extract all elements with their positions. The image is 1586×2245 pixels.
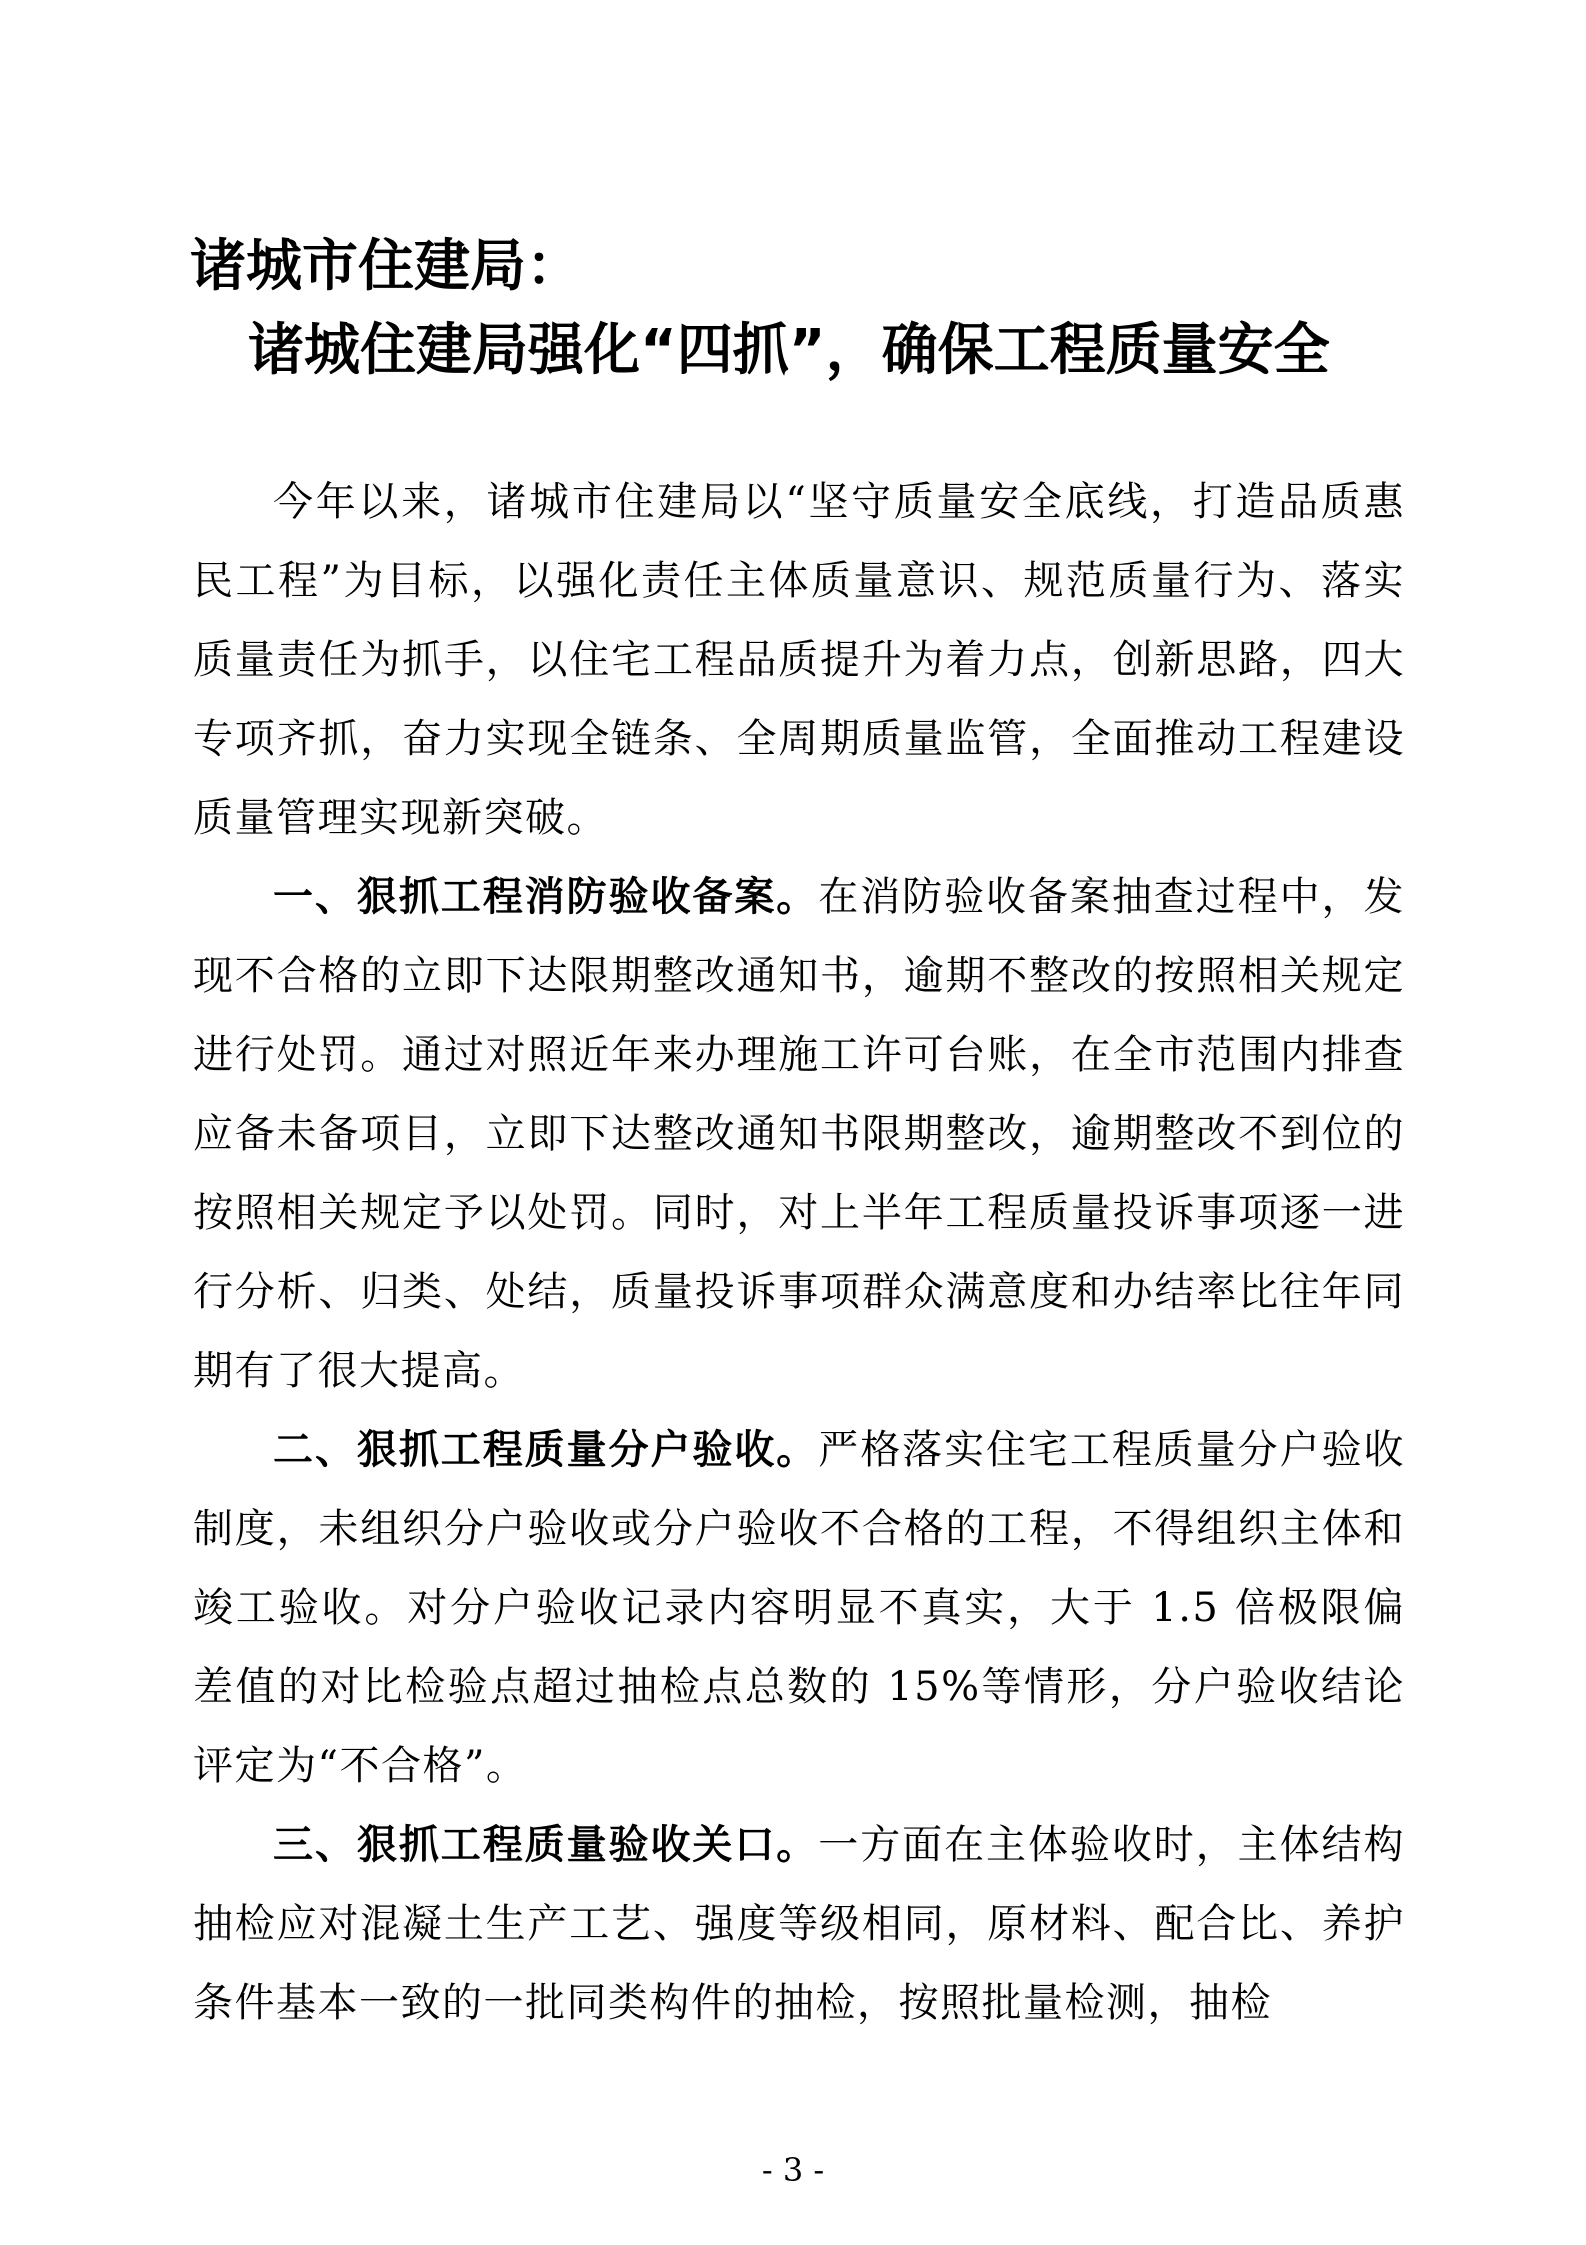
page-number: - 3 - [761,2151,825,2189]
section-paragraph-1 [193,858,1405,1411]
title-org: 诸城市住建局： [190,234,582,299]
section-text-3: 一方面在主体验收时，主体结构抽检应对混凝土生产工艺、强度等级相同，原材料、配合比、养护条件基本一致的一批同类构件的抽检，按照批量检测，抽检 [193,1822,1405,2026]
section-text-2: 严格落实住宅工程质量分户验收制度，未组织分户验收或分户验收不合格的工程，不得组织主体和竣工验收。对分户验收记录内容明显不真实，大于 1.5 倍极限偏差值的对比检验点超过抽检点总数的 15%等情形，分户验收结论评定为“不合格”。 [193,1427,1405,1789]
title-headline: 诸城住建局强化“四抓”，确保工程质量安全 [248,318,1330,383]
document-title [190,225,1420,393]
intro-paragraph: 今年以来，诸城市住建局以“坚守质量安全底线，打造品质惠民工程”为目标，以强化责任主体质量意识、规范质量行为、落实质量责任为抓手，以住宅工程品质提升为着力点，创新思路，四大专项齐抓，奋力实现全链条、全周期质量监管，全面推动工程建设质量管理实现新突破。 [193,479,1405,841]
section-heading-3: 三、狠抓工程质量验收关口。 [273,1822,819,1868]
section-heading-2: 二、狠抓工程质量分户验收。 [273,1427,819,1473]
section-paragraph-2 [193,1411,1405,1806]
document-body [193,463,1405,2043]
section-text-1: 在消防验收备案抽查过程中，发现不合格的立即下达限期整改通知书，逾期不整改的按照相关规定进行处罚。通过对照近年来办理施工许可台账，在全市范围内排查应备未备项目，立即下达整改通知书限期整改，逾期整改不到位的按照相关规定予以处罚。同时，对上半年工程质量投诉事项逐一进行分析、归类、处结，质量投诉事项群众满意度和办结率比往年同期有了很大提高。 [193,874,1405,1394]
section-paragraph-3 [193,1806,1405,2043]
section-heading-1: 一、狠抓工程消防验收备案。 [273,874,819,920]
